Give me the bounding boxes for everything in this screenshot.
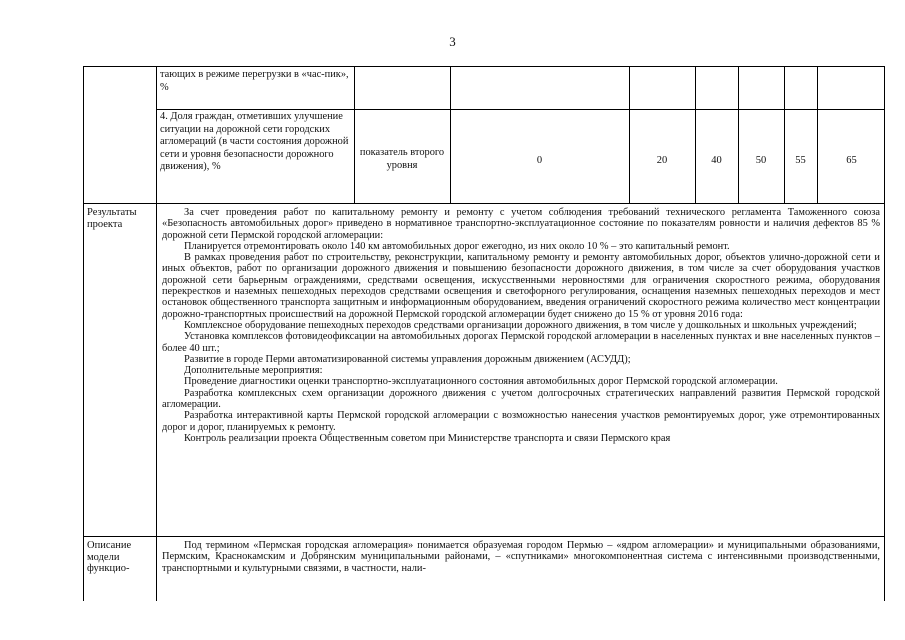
indicator-4-value-base: 0 <box>536 155 543 166</box>
results-row <box>83 203 885 536</box>
col-divider <box>156 204 157 536</box>
model-description-label: Описание модели функцио- <box>87 540 132 574</box>
results-paragraph: Планируется отремонтировать около 140 км автомобильных дорог ежегодно, из них около 10 % – это капитальный ремонт. <box>184 240 730 252</box>
indicator-4-value-2021: 55 <box>795 155 806 166</box>
col-divider <box>450 67 451 203</box>
results-paragraph: Дополнительные мероприятия: <box>184 365 323 377</box>
results-label: Результаты проекта <box>87 207 137 230</box>
row-divider <box>156 109 884 110</box>
results-paragraph: Контроль реализации проекта Общественным советом при Министерстве транспорта и связи Пермского края <box>184 432 671 444</box>
results-paragraph: Развитие в городе Перми автоматизированной системы управления дорожным движением (АСУДД); <box>184 353 631 365</box>
indicator-4-value-2019: 40 <box>711 155 722 166</box>
results-paragraph: Разработка комплексных схем организации дорожного движения с учетом долгосрочных стратегических направлений развития Пермской городской агломерации. <box>162 387 880 411</box>
col-divider <box>738 67 739 203</box>
model-description-paragraph: Под термином «Пермская городская агломерация» понимается образуемая городом Пермью – «ядром агломерации» и муниципальными образованиями, Пермским, Краснокамским и Добрянским муниципальными районами, – «спутниками» многокомпонентная система с интенсивными производственными, транспортными и культурными связями, в частности, нали- <box>162 540 880 574</box>
indicator-rows <box>83 66 885 203</box>
col-divider <box>817 67 818 203</box>
passport-table <box>83 66 885 601</box>
col-divider <box>156 67 157 203</box>
indicator-4-level: показатель второго уровня <box>359 147 445 171</box>
indicator-3-continuation: тающих в режиме перегрузки в «час-пик», % <box>160 69 349 93</box>
results-paragraph: В рамках проведения работ по строительству, реконструкции, капитальному ремонту и ремонту автомобильных дорог, объектов улично-дорожной сети и иных объектов, работ по организации дорожного движения и повышению безопасности дорожного движения, в том числе за счет оборудования участков дорожной сети барьерным ограждениями, средствами освещения, искусственными неровностями для ограничения скоростного режима, оборудования перекрестков и наземных пешеходных переходов средствами освещения и светофорного регулирования, оснащения наземных пешеходных переходов и мест остановок общественного транспорта защитным и информационным оборудованием, введения ограничений скоростного режима количество мест концентрации дорожно-транспортных происшествий на дорожной Пермской городской агломерации будет снижено до 15 % от уровня 2016 года: <box>162 252 880 320</box>
results-paragraph: Разработка интерактивной карты Пермской городской агломерации с возможностью нанесения участков ремонтируемых дорог, уже отремонтированных дорог и дорог, планируемых к ремонту. <box>162 410 880 433</box>
model-description-row <box>83 536 885 601</box>
results-paragraph: Проведение диагностики оценки транспортно-эксплуатационного состояния автомобильных дорог Пермской городской агломерации. <box>184 376 778 388</box>
results-paragraph: За счет проведения работ по капитальному ремонту и ремонту с учетом соблюдения требований технического регламента Таможенного союза «Безопасность автомобильных дорог» приведено в нормативное транспортно-эксплуатационное состояние по показателям ровности и наличия дефектов 85 % дорожной сети Пермской городской агломерации: <box>162 207 880 241</box>
col-divider <box>695 67 696 203</box>
results-content <box>162 207 880 444</box>
model-description-content <box>162 540 880 574</box>
results-paragraph: Установка комплексов фотовидеофиксации на автомобильных дорогах Пермской городской агломерации в населенных пунктах и вне населенных пунктов – более 40 шт.; <box>162 331 880 354</box>
results-paragraph: Комплексное оборудование пешеходных переходов средствами организации дорожного движения, в том числе у дошкольных и школьных учреждений; <box>184 319 857 331</box>
col-divider <box>629 67 630 203</box>
indicator-4-name: 4. Доля граждан, отметивших улучшение ситуации на дорожной сети городских агломераций (в части состояния дорожной сети и уровня безопасности дорожного движения), % <box>160 111 349 173</box>
page-number: 3 <box>449 34 456 49</box>
indicator-4-value-2018: 20 <box>656 155 668 166</box>
indicator-4-value-2020: 50 <box>755 155 767 166</box>
col-divider <box>354 67 355 203</box>
indicator-4-value-2024: 65 <box>846 155 857 166</box>
col-divider <box>784 67 785 203</box>
